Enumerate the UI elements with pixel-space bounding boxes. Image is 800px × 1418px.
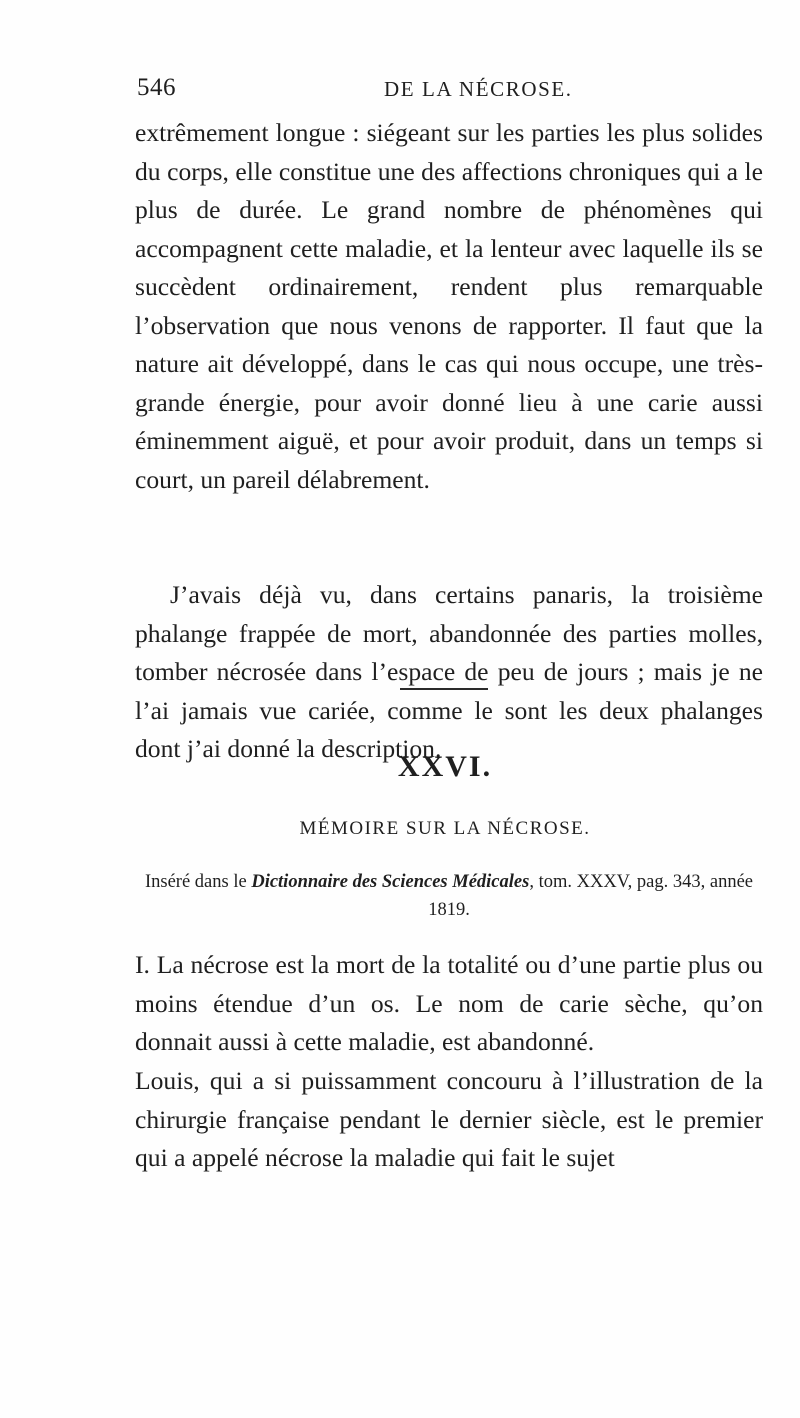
note-prefix: Inséré dans le bbox=[144, 872, 252, 892]
page-number: 546 bbox=[137, 74, 176, 101]
publication-note bbox=[135, 868, 763, 924]
note-dictionary-title: Dictionnaire des Sciences Médicales bbox=[251, 872, 530, 892]
running-head bbox=[137, 74, 757, 108]
paragraph-louis: Louis, qui a si puissamment concouru à l’illustration de la chirurgie française pendant le dernier siècle, est le premier qui a appelé nécrose la maladie qui fait le sujet bbox=[135, 1066, 763, 1172]
section-number: XXVI. bbox=[397, 750, 493, 783]
paragraph-definition: I. La nécrose est la mort de la totalité ou d’une partie plus ou moins étendue d’un os. Le nom de carie sèche, qu’on donnait aussi à cette maladie, est abandonné. bbox=[135, 950, 763, 1056]
section-title: MÉMOIRE SUR LA NÉCROSE. bbox=[299, 818, 591, 839]
paragraph-continued: extrêmement longue : siégeant sur les parties les plus solides du corps, elle constitue une des affections chroniques qui a le plus de durée. Le grand nombre de phénomènes qui accompagnent cette maladie, et la lenteur avec laquelle ils se succèdent ordinairement, rendent plus remarquable l’observation que nous venons de rapporter. Il faut que la nature ait développé, dans le cas qui nous occupe, une très-grande énergie, pour avoir donné lieu à une carie aussi éminemment aiguë, et pour avoir produit, dans un temps si court, un pareil délabrement. bbox=[135, 118, 763, 494]
note-suffix: , tom. XXXV, pag. 343, année 1819. bbox=[428, 872, 753, 920]
paragraph-panaris: J’avais déjà vu, dans certains panaris, la troisième phalange frappée de mort, abandonnée des parties molles, tomber nécrosée dans l’espace de peu de jours ; mais je ne l’ai jamais vue cariée, comme le sont les deux phalanges dont j’ai donné la description. bbox=[135, 580, 763, 763]
section-divider bbox=[400, 688, 488, 690]
running-title: DE LA NÉCROSE. bbox=[384, 77, 573, 101]
